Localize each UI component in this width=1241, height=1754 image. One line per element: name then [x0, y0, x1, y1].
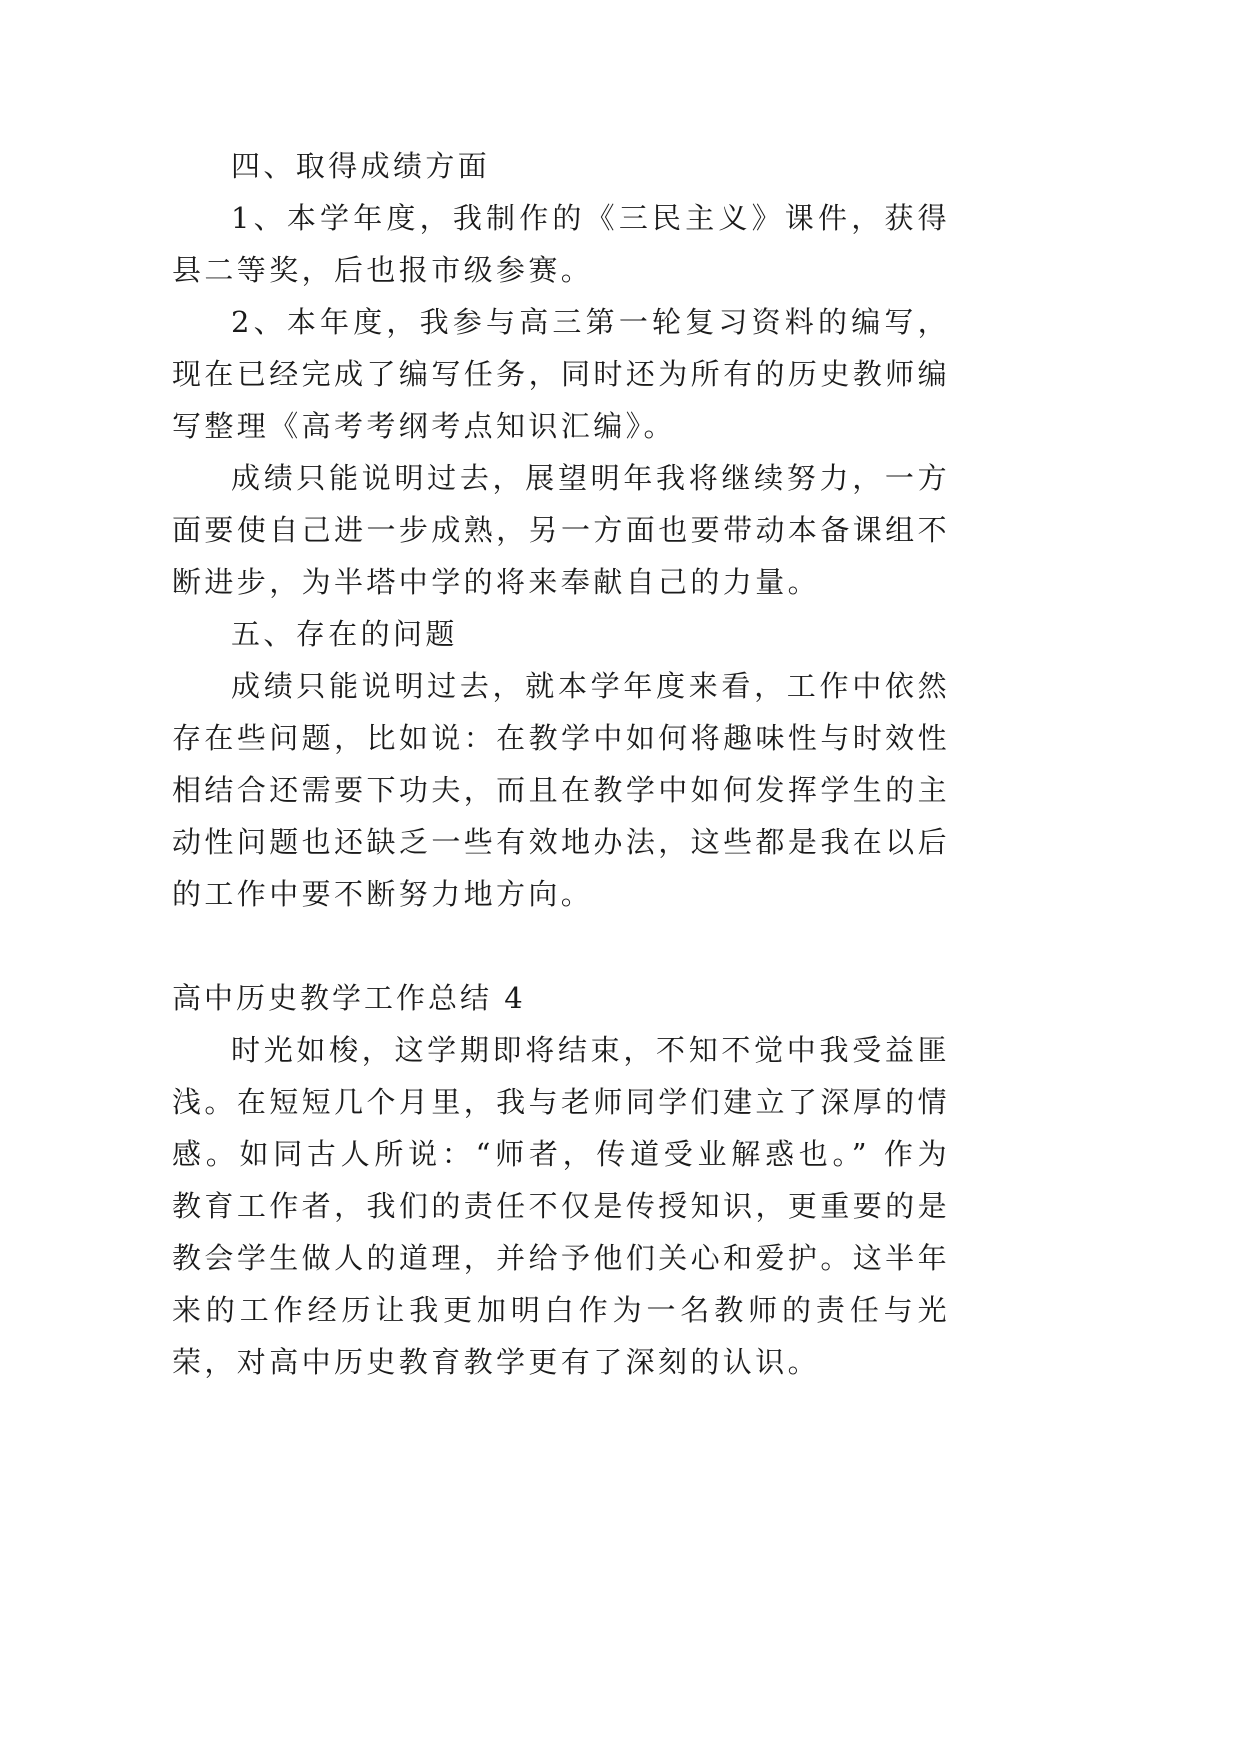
document-body [172, 140, 950, 1388]
section-heading-problems: 五、存在的问题 [231, 617, 458, 651]
summary-title: 高中历史教学工作总结 4 [172, 981, 526, 1015]
section-spacer [172, 920, 950, 972]
problems-paragraph: 成绩只能说明过去，就本学年度来看，工作中依然存在些问题，比如说：在教学中如何将趣味性与时效性相结合还需要下功夫，而且在教学中如何发挥学生的主动性问题也还缺乏一些有效地办法，这些都是我在以后的工作中要不断努力地方向。 [172, 669, 950, 911]
outlook-paragraph: 成绩只能说明过去，展望明年我将继续努力，一方面要使自己进一步成熟，另一方面也要带动本备课组不断进步，为半塔中学的将来奉献自己的力量。 [172, 461, 950, 599]
achievement-item-1: 1、本学年度，我制作的《三民主义》课件，获得县二等奖，后也报市级参赛。 [172, 201, 950, 287]
section-heading-achievements: 四、取得成绩方面 [231, 149, 491, 183]
summary-intro-paragraph: 时光如梭，这学期即将结束，不知不觉中我受益匪浅。在短短几个月里，我与老师同学们建立了深厚的情感。如同古人所说：“师者，传道受业解惑也。” 作为教育工作者，我们的责任不仅是传授知识，更重要的是教会学生做人的道理，并给予他们关心和爱护。这半年来的工作经历让我更加明白作为一名教师的责任与光荣，对高中历史教育教学更有了深刻的认识。 [172, 1033, 950, 1379]
achievement-item-2: 2、本年度，我参与高三第一轮复习资料的编写，现在已经完成了编写任务，同时还为所有的历史教师编写整理《高考考纲考点知识汇编》。 [172, 305, 950, 443]
